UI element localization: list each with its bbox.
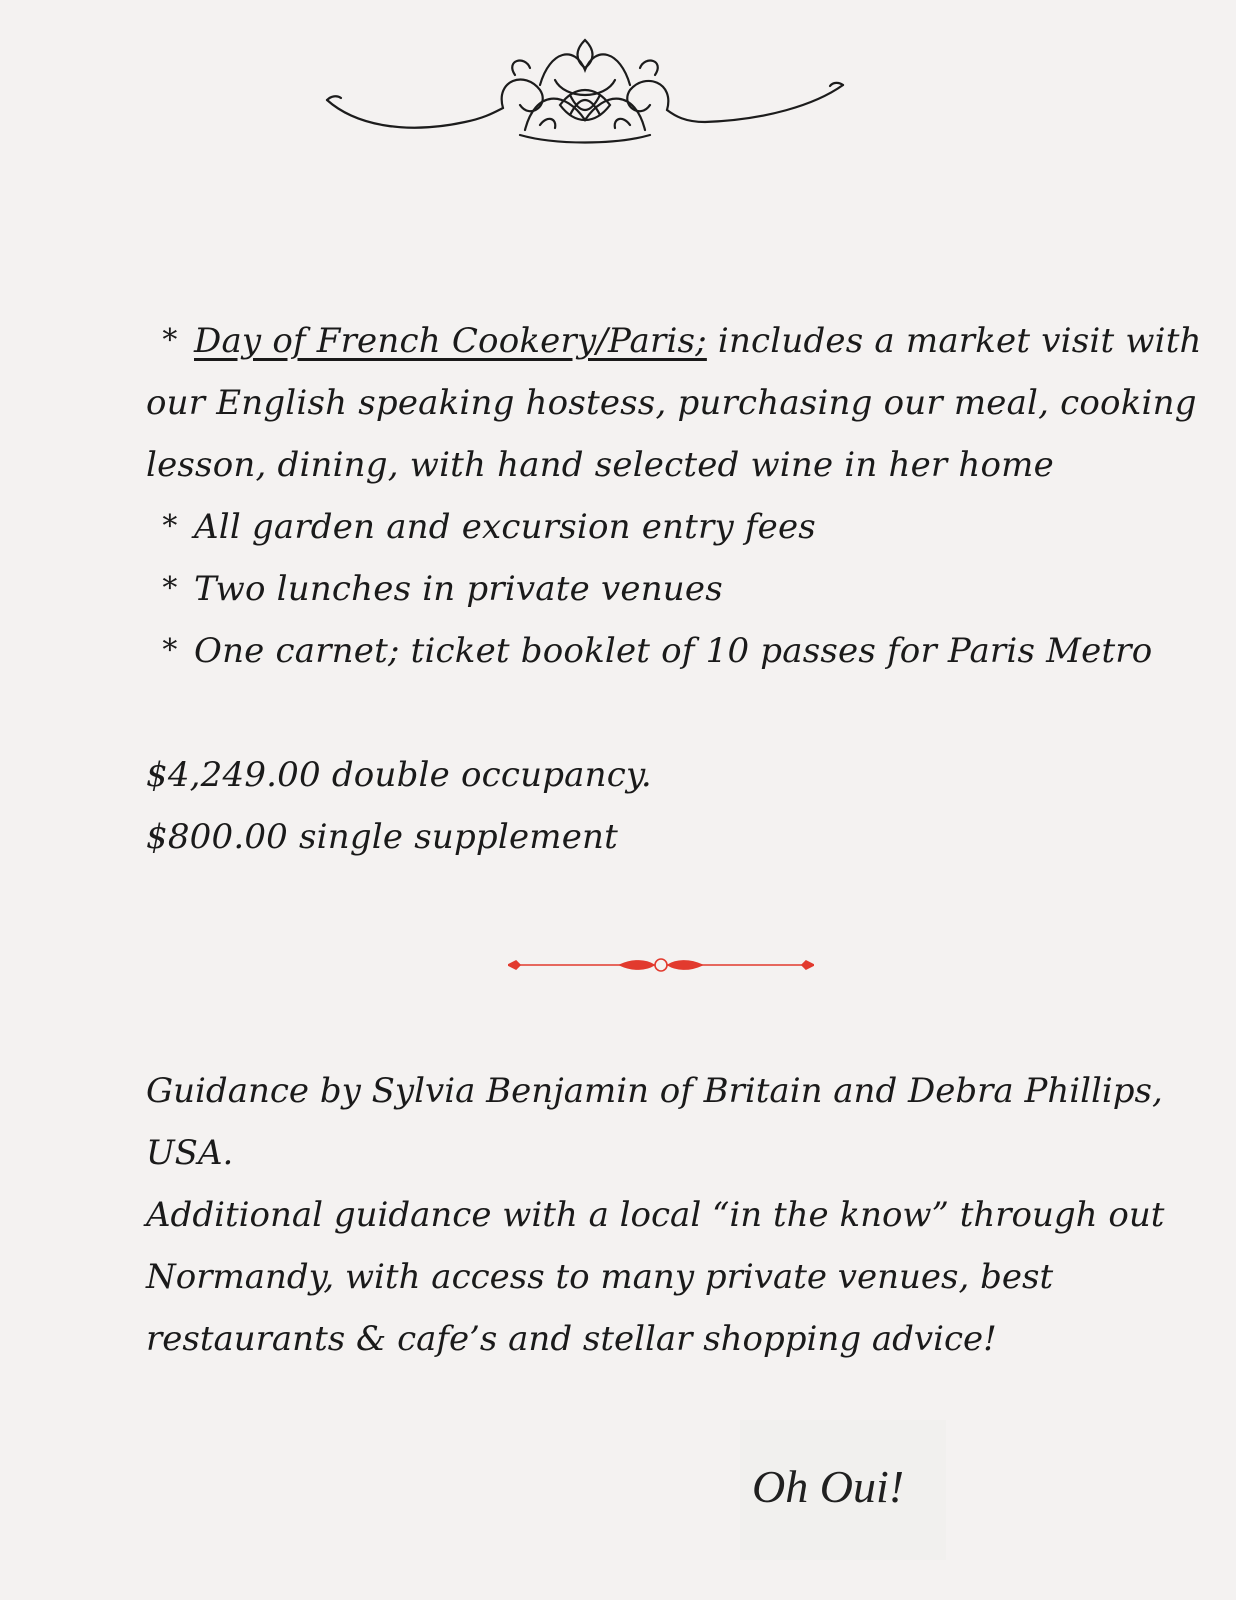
guidance-line: USA. (146, 1133, 234, 1173)
list-item-continuation (146, 434, 1106, 496)
spacer (146, 682, 1106, 744)
logo-text: Oh Oui! (752, 1461, 905, 1512)
bullet-marker: * (162, 323, 178, 358)
oh-oui-logo (740, 1420, 946, 1560)
calligraphic-flourish-icon (325, 30, 845, 150)
list-item-continuation (146, 372, 1197, 434)
bullet-marker: * (162, 509, 178, 544)
guidance-line: Additional guidance with a local “in the know” through out (146, 1195, 1165, 1235)
price-single-supplement: $800.00 single supplement (146, 817, 618, 857)
list-item-text: All garden and excursion entry fees (194, 507, 816, 547)
list-item-text: includes a market visit with (706, 321, 1202, 361)
list-item-text: lesson, dining, with hand selected wine in her home (146, 445, 1054, 485)
red-divider-icon (508, 950, 814, 980)
list-item-text: our English speaking hostess, purchasing our meal, cooking (146, 383, 1197, 423)
list-item (146, 558, 1106, 620)
guidance-line: Normandy, with access to many private venues, best (146, 1257, 1054, 1297)
cookery-day-title: Day of French Cookery/Paris; (194, 321, 707, 361)
list-item (146, 620, 1153, 682)
list-item (146, 496, 1106, 558)
list-item (146, 310, 1202, 372)
guidance-line: restaurants & cafe’s and stellar shopping advice! (146, 1319, 997, 1359)
guidance-line: Guidance by Sylvia Benjamin of Britain and Debra Phillips, (146, 1071, 1163, 1111)
bullet-marker: * (162, 571, 178, 606)
list-item-text: One carnet; ticket booklet of 10 passes for Paris Metro (194, 631, 1153, 671)
list-item-text: Two lunches in private venues (194, 569, 723, 609)
inclusions-list (146, 310, 1202, 868)
price-double: $4,249.00 double occupancy. (146, 755, 652, 795)
guidance-section (146, 1060, 1165, 1370)
bullet-marker: * (162, 633, 178, 668)
